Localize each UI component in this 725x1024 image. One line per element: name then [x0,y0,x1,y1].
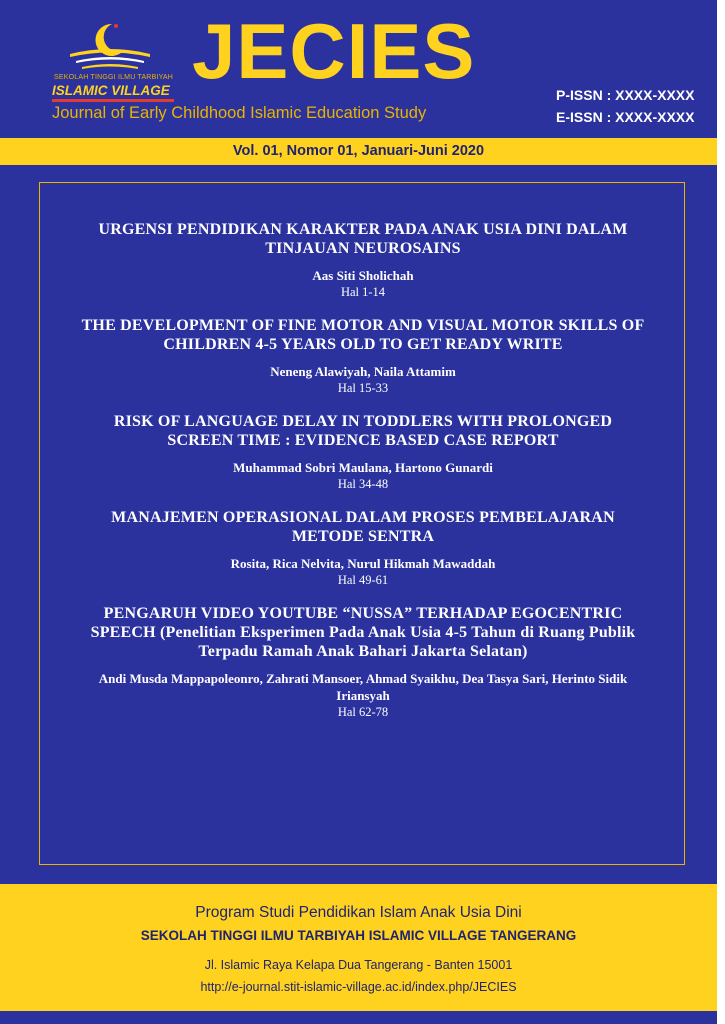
bottom-stripe [0,1011,717,1024]
article-pages: Hal 49-61 [337,573,389,587]
journal-full-name: Journal of Early Childhood Islamic Education Study [52,104,427,122]
footer-address: Jl. Islamic Raya Kelapa Dua Tangerang - Banten 15001 [204,958,513,972]
journal-acronym: JECIES [192,7,476,95]
article-pages: Hal 15-33 [337,381,389,395]
footer-url-link[interactable]: http://e-journal.stit-islamic-village.ac.id/index.php/JECIES [200,980,517,994]
crescent-moon-logo-icon [68,20,152,76]
article-title: RISK OF LANGUAGE DELAY IN TODDLERS WITH PROLONGED SCREEN TIME : EVIDENCE BASED CASE REPORT [113,413,613,449]
page-edge [717,0,725,1024]
article-entry [80,508,646,588]
e-issn-label: E-ISSN : XXXX-XXXX [556,109,695,125]
logo-underline [52,99,174,102]
article-pages: Hal 34-48 [337,477,389,491]
article-title: MANAJEMEN OPERASIONAL DALAM PROSES PEMBELAJARAN METODE SENTRA [111,509,615,545]
article-pages: Hal 1-14 [340,285,386,299]
article-title: THE DEVELOPMENT OF FINE MOTOR AND VISUAL MOTOR SKILLS OF CHILDREN 4-5 YEARS OLD TO GET READY WRITE [81,317,645,353]
article-authors: Rosita, Rica Nelvita, Nurul Hikmah Mawaddah [230,556,496,571]
article-authors: Andi Musda Mappapoleonro, Zahrati Mansoer, Ahmad Syaikhu, Dea Tasya Sari, Herinto Sidik Iriansyah [98,671,628,703]
volume-issue-line: Vol. 01, Nomor 01, Januari-Juni 2020 [232,143,485,159]
article-authors: Muhammad Sobri Maulana, Hartono Gunardi [233,460,493,475]
logo-institution-text: SEKOLAH TINGGI ILMU TARBIYAH [54,74,174,81]
article-entry [80,412,646,492]
logo-name-text: ISLAMIC VILLAGE [52,83,170,98]
article-pages: Hal 62-78 [337,705,389,719]
p-issn-label: P-ISSN : XXXX-XXXX [556,87,695,103]
article-entry [80,604,646,720]
footer-program: Program Studi Pendidikan Islam Anak Usia Dini [195,904,522,921]
article-entry [80,316,646,396]
article-title: PENGARUH VIDEO YOUTUBE “NUSSA” TERHADAP EGOCENTRIC SPEECH (Penelitian Eksperimen Pada Anak Usia 4-5 Tahun di Ruang Publik Terpadu Ramah Anak Bahari Jakarta Selatan) [90,605,636,660]
footer-school: SEKOLAH TINGGI ILMU TARBIYAH ISLAMIC VILLAGE TANGERANG [140,928,577,943]
article-authors: Neneng Alawiyah, Naila Attamim [270,364,456,379]
article-authors: Aas Siti Sholichah [312,268,414,283]
article-title: URGENSI PENDIDIKAN KARAKTER PADA ANAK USIA DINI DALAM TINJAUAN NEUROSAINS [98,221,628,257]
article-entry [80,220,646,300]
table-of-contents [80,220,646,736]
